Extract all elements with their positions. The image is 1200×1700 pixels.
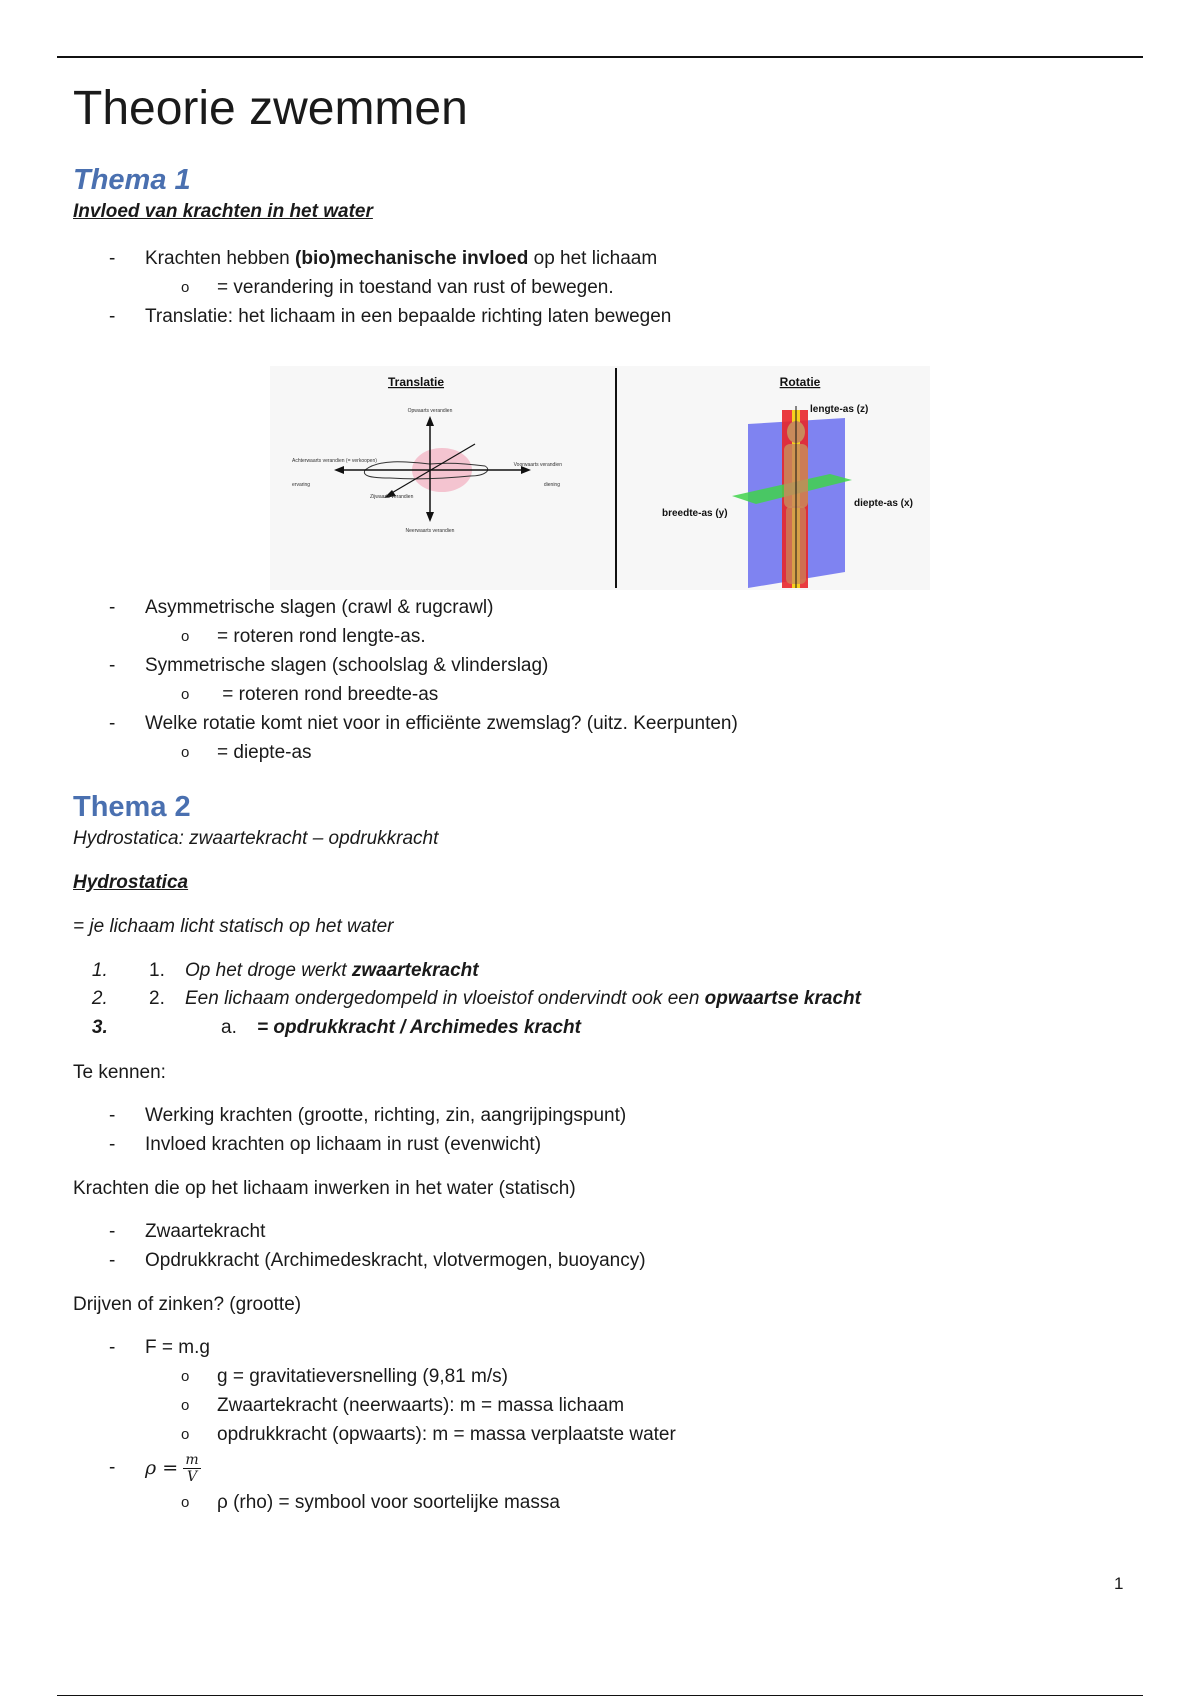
numbered-item-1: 1. 1. Op het droge werkt zwaartekracht bbox=[113, 957, 1143, 985]
bottom-rule bbox=[57, 1695, 1143, 1696]
list-item: - Werking krachten (grootte, richting, zin, aangrijpingspunt) bbox=[73, 1101, 1143, 1130]
list-subitem: o g = gravitatieversnelling (9,81 m/s) bbox=[181, 1366, 508, 1387]
thema2-heading: Thema 2 bbox=[73, 791, 191, 823]
list-item: - Symmetrische slagen (schoolslag & vlinderslag) bbox=[73, 651, 1143, 680]
density-fraction: $\frac{m}{V}$ bbox=[185, 1452, 199, 1486]
list-subitem: o ρ (rho) = symbool voor soortelijke massa bbox=[181, 1492, 560, 1513]
translatie-rotatie-figure bbox=[270, 366, 930, 590]
label-side: Zijwaarts verandien bbox=[370, 494, 414, 500]
list-subitem: o = verandering in toestand van rust of bewegen. bbox=[181, 277, 614, 298]
list-item: - Opdrukkracht (Archimedeskracht, vlotvermogen, buoyancy) bbox=[73, 1246, 1143, 1275]
drijven-label: Drijven of zinken? (grootte) bbox=[73, 1294, 302, 1315]
numbered-subitem-a: 3. a. = opdrukkracht / Archimedes kracht bbox=[113, 1013, 1143, 1043]
axis-z-label: lengte-as (z) bbox=[810, 404, 869, 415]
page-title: Theorie zwemmen bbox=[73, 82, 468, 135]
formula-list bbox=[73, 1333, 1143, 1517]
label-front: Voorwaarts verandien bbox=[513, 462, 562, 468]
hydrostatica-definition: = je lichaam licht statisch op het water bbox=[73, 916, 394, 937]
thema2-subtitle: Hydrostatica: zwaartekracht – opdrukkracht bbox=[73, 828, 439, 849]
list-item: - Translatie: het lichaam in een bepaalde richting laten bewegen bbox=[73, 302, 1143, 331]
numbered-list bbox=[73, 957, 1143, 1043]
translatie-title: Translatie bbox=[387, 375, 445, 389]
list-subitem: o = diepte-as bbox=[181, 742, 312, 763]
thema1-subheading: Invloed van krachten in het water bbox=[73, 201, 373, 222]
te-kennen-label: Te kennen: bbox=[73, 1062, 166, 1083]
thema1-heading: Thema 1 bbox=[73, 164, 191, 196]
list-item: - Welke rotatie komt niet voor in efficiënte zwemslag? (uitz. Keerpunten) bbox=[73, 709, 1143, 738]
thema1-list-a bbox=[73, 244, 1143, 331]
axis-y-label: breedte-as (y) bbox=[662, 508, 728, 519]
list-item: - Zwaartekracht bbox=[73, 1217, 1143, 1246]
list-item: - Invloed krachten op lichaam in rust (evenwicht) bbox=[73, 1130, 1143, 1159]
te-kennen-list bbox=[73, 1101, 1143, 1159]
label-back2: ervaring bbox=[292, 482, 311, 488]
axis-x-label: diepte-as (x) bbox=[854, 498, 913, 509]
formula-density: - ρ = $\frac{m}{V}$ bbox=[73, 1449, 1143, 1488]
list-subitem: o opdrukkracht (opwaarts): m = massa verplaatste water bbox=[181, 1424, 676, 1445]
list-subitem: o Zwaartekracht (neerwaarts): m = massa lichaam bbox=[181, 1395, 625, 1416]
krachten-label: Krachten die op het lichaam inwerken in het water (statisch) bbox=[73, 1178, 576, 1199]
formula-force: - F = m.g bbox=[73, 1333, 1143, 1362]
label-back: Achterwaarts verandien (= verkoopen) bbox=[292, 458, 377, 464]
label-front2: diening bbox=[543, 482, 560, 488]
list-subitem: o = roteren rond breedte-as bbox=[181, 684, 439, 705]
thema1-list-b bbox=[73, 593, 1143, 767]
list-item: - Asymmetrische slagen (crawl & rugcrawl) bbox=[73, 593, 1143, 622]
krachten-list bbox=[73, 1217, 1143, 1275]
numbered-item-2: 2. 2. Een lichaam ondergedompeld in vloeistof ondervindt ook een opwaartse kracht bbox=[113, 985, 1143, 1013]
list-item: - Krachten hebben (bio)mechanische invloed op het lichaam bbox=[73, 244, 1143, 273]
list-subitem: o = roteren rond lengte-as. bbox=[181, 626, 426, 647]
rotatie-title: Rotatie bbox=[779, 375, 821, 389]
page-content bbox=[73, 76, 1143, 1517]
hydrostatica-heading: Hydrostatica bbox=[73, 872, 189, 893]
label-up: Opwaarts verandien bbox=[407, 408, 453, 414]
page-number: 1 bbox=[1114, 1574, 1124, 1593]
label-down: Neerwaarts verandien bbox=[405, 528, 455, 534]
top-rule bbox=[57, 56, 1143, 58]
